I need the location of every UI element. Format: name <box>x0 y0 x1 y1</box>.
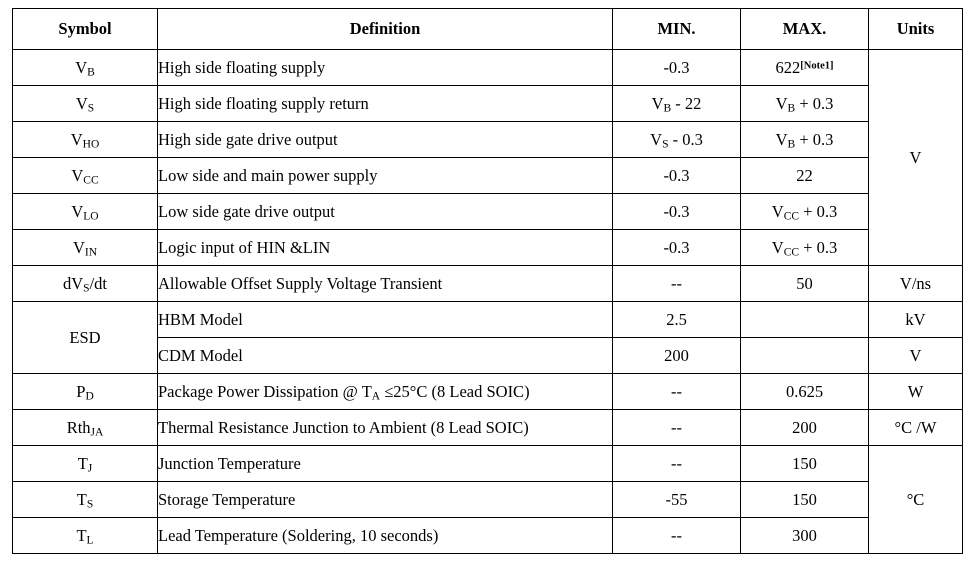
max-base: V <box>771 201 784 221</box>
min-tail: - 0.3 <box>668 129 703 149</box>
symbol-subscript: S <box>83 282 90 295</box>
cell-max <box>741 338 869 374</box>
min-subscript: B <box>663 102 672 115</box>
symbol-subscript: JA <box>90 426 104 439</box>
symbol-base: V <box>75 57 88 77</box>
cell-units-voltage-group: V <box>869 50 963 266</box>
table-header <box>13 9 963 50</box>
max-base: V <box>771 237 784 257</box>
max-subscript: B <box>787 138 796 151</box>
cell-definition: Logic input of HIN &LIN <box>158 230 613 266</box>
cell-units-celsius-group: °C <box>869 446 963 554</box>
table-body <box>13 50 963 554</box>
table-row <box>13 482 963 518</box>
definition-subscript: A <box>371 390 381 403</box>
table-row <box>13 302 963 338</box>
symbol-base: Rth <box>66 417 91 437</box>
max-subscript: CC <box>783 210 800 223</box>
max-base: V <box>775 93 788 113</box>
cell-definition: High side gate drive output <box>158 122 613 158</box>
max-base: V <box>775 129 788 149</box>
symbol-base: V <box>70 129 83 149</box>
cell-definition: Low side gate drive output <box>158 194 613 230</box>
symbol-subscript: HO <box>82 138 100 151</box>
symbol-base: V <box>71 165 84 185</box>
cell-min <box>613 86 741 122</box>
cell-max: 150 <box>741 482 869 518</box>
cell-min: -0.3 <box>613 158 741 194</box>
cell-min: -0.3 <box>613 50 741 86</box>
table-row <box>13 194 963 230</box>
cell-max <box>741 194 869 230</box>
cell-max <box>741 230 869 266</box>
symbol-base: T <box>76 489 87 509</box>
column-header-min: MIN. <box>613 9 741 50</box>
symbol-base: T <box>76 525 87 545</box>
cell-min: -- <box>613 446 741 482</box>
cell-symbol <box>13 482 158 518</box>
cell-symbol <box>13 266 158 302</box>
cell-symbol-esd: ESD <box>13 302 158 374</box>
symbol-subscript: L <box>86 534 94 547</box>
min-tail: - 22 <box>671 93 702 113</box>
definition-suffix: ≤25°C (8 Lead SOIC) <box>380 381 530 401</box>
min-base: V <box>650 129 663 149</box>
table-row <box>13 518 963 554</box>
cell-units: kV <box>869 302 963 338</box>
max-value: 622 <box>775 57 801 77</box>
cell-max: 50 <box>741 266 869 302</box>
cell-units: V/ns <box>869 266 963 302</box>
cell-symbol <box>13 158 158 194</box>
absolute-maximum-ratings-table <box>12 8 963 554</box>
symbol-base: dV <box>63 273 84 293</box>
cell-symbol <box>13 518 158 554</box>
table-row <box>13 266 963 302</box>
column-header-definition: Definition <box>158 9 613 50</box>
cell-symbol <box>13 194 158 230</box>
cell-symbol <box>13 86 158 122</box>
cell-symbol <box>13 122 158 158</box>
max-subscript: CC <box>783 246 800 259</box>
cell-units: V <box>869 338 963 374</box>
cell-definition: High side floating supply return <box>158 86 613 122</box>
cell-units: °C /W <box>869 410 963 446</box>
symbol-base: V <box>72 237 85 257</box>
cell-min: -0.3 <box>613 194 741 230</box>
cell-min: -- <box>613 266 741 302</box>
cell-max: 200 <box>741 410 869 446</box>
cell-symbol <box>13 374 158 410</box>
symbol-subscript: J <box>87 462 93 475</box>
definition-prefix: Package Power Dissipation @ T <box>158 381 372 401</box>
cell-max: 150 <box>741 446 869 482</box>
column-header-max: MAX. <box>741 9 869 50</box>
cell-max <box>741 122 869 158</box>
cell-symbol <box>13 230 158 266</box>
symbol-subscript: S <box>86 498 94 511</box>
symbol-subscript: CC <box>83 174 99 187</box>
table-row <box>13 446 963 482</box>
cell-min: -- <box>613 518 741 554</box>
table-row <box>13 158 963 194</box>
cell-definition: Thermal Resistance Junction to Ambient (8 Lead SOIC) <box>158 410 613 446</box>
cell-definition: Junction Temperature <box>158 446 613 482</box>
symbol-base: P <box>76 381 86 401</box>
table-row <box>13 230 963 266</box>
max-tail: + 0.3 <box>799 201 838 221</box>
column-header-symbol: Symbol <box>13 9 158 50</box>
table-header-row <box>13 9 963 50</box>
symbol-subscript: B <box>87 66 95 79</box>
symbol-tail: /dt <box>89 273 107 293</box>
cell-min: -- <box>613 374 741 410</box>
cell-max: 300 <box>741 518 869 554</box>
cell-min: -- <box>613 410 741 446</box>
cell-max: 0.625 <box>741 374 869 410</box>
symbol-subscript: D <box>85 390 94 403</box>
cell-symbol <box>13 410 158 446</box>
symbol-base: V <box>71 201 84 221</box>
symbol-base: V <box>75 93 88 113</box>
cell-max <box>741 50 869 86</box>
max-tail: + 0.3 <box>795 93 834 113</box>
column-header-units: Units <box>869 9 963 50</box>
cell-definition: Lead Temperature (Soldering, 10 seconds) <box>158 518 613 554</box>
cell-min <box>613 122 741 158</box>
cell-max: 22 <box>741 158 869 194</box>
cell-definition: Storage Temperature <box>158 482 613 518</box>
cell-min: -0.3 <box>613 230 741 266</box>
cell-definition: Low side and main power supply <box>158 158 613 194</box>
symbol-subscript: IN <box>84 246 98 259</box>
cell-definition <box>158 374 613 410</box>
max-tail: + 0.3 <box>795 129 834 149</box>
cell-units: W <box>869 374 963 410</box>
symbol-subscript: LO <box>83 210 99 223</box>
table-row <box>13 122 963 158</box>
table-row <box>13 50 963 86</box>
min-subscript: S <box>662 138 669 151</box>
footnote-marker: [Note1] <box>800 59 834 71</box>
cell-max <box>741 302 869 338</box>
cell-min: 2.5 <box>613 302 741 338</box>
symbol-subscript: S <box>87 102 95 115</box>
cell-min: 200 <box>613 338 741 374</box>
cell-min: -55 <box>613 482 741 518</box>
cell-definition: High side floating supply <box>158 50 613 86</box>
table-row <box>13 86 963 122</box>
max-subscript: B <box>787 102 796 115</box>
cell-definition: CDM Model <box>158 338 613 374</box>
min-base: V <box>651 93 664 113</box>
max-tail: + 0.3 <box>799 237 838 257</box>
cell-definition: Allowable Offset Supply Voltage Transient <box>158 266 613 302</box>
cell-definition: HBM Model <box>158 302 613 338</box>
cell-symbol <box>13 50 158 86</box>
table-row <box>13 374 963 410</box>
symbol-base: T <box>77 453 88 473</box>
table-row <box>13 410 963 446</box>
cell-symbol <box>13 446 158 482</box>
cell-max <box>741 86 869 122</box>
